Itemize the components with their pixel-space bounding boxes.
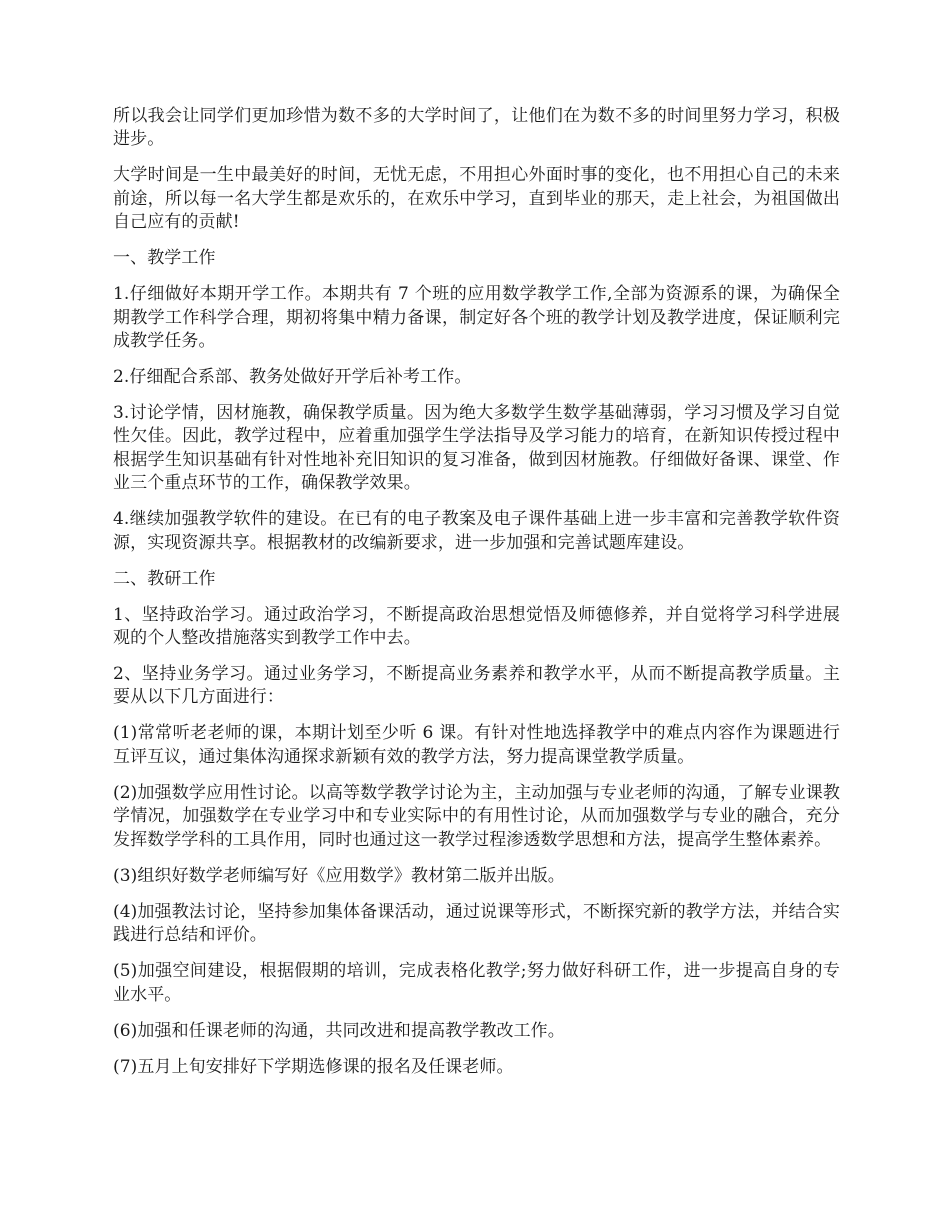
research-subitem-3: (3)组织好数学老师编写好《应用数学》教材第二版并出版。 bbox=[113, 865, 565, 886]
research-subitem-1: (1)常常听老老师的课，本期计划至少听 6 课。有针对性地选择教学中的难点内容作为课题进行互评互议，通过集体沟通探求新颖有效的教学方法，努力提高课堂教学质量。 bbox=[113, 723, 840, 767]
paragraph-cherish-time: 所以我会让同学们更加珍惜为数不多的大学时间了，让他们在为数不多的时间里努力学习，积极进步。 bbox=[113, 106, 840, 150]
research-subitem-7: (7)五月上旬安排好下学期选修课的报名及任课老师。 bbox=[113, 1056, 514, 1077]
teaching-item-4: 4.继续加强教学软件的建设。在已有的电子教案及电子课件基础上进一步丰富和完善教学软件资源，实现资源共享。根据教材的改编新要求，进一步加强和完善试题库建设。 bbox=[113, 509, 840, 553]
research-subitem-5: (5)加强空间建设，根据假期的培训，完成表格化教学;努力做好科研工作，进一步提高自身的专业水平。 bbox=[113, 961, 840, 1005]
research-item-2: 2、坚持业务学习。通过业务学习，不断提高业务素养和教学水平，从而不断提高教学质量。主要从以下几方面进行： bbox=[113, 664, 840, 708]
research-subitem-6: (6)加强和任课老师的沟通，共同改进和提高教学教改工作。 bbox=[113, 1020, 565, 1041]
research-subitem-4: (4)加强教法讨论，坚持参加集体备课活动，通过说课等形式，不断探究新的教学方法，并结合实践进行总结和评价。 bbox=[113, 901, 840, 946]
document-page bbox=[113, 105, 840, 1092]
section-heading-teaching: 一、教学工作 bbox=[113, 248, 216, 269]
paragraph-university-life: 大学时间是一生中最美好的时间，无忧无虑，不用担心外面时事的变化，也不用担心自己的未来前途，所以每一名大学生都是欢乐的，在欢乐中学习，直到毕业的那天，走上社会，为祖国做出自己应有的贡献! bbox=[113, 165, 840, 233]
teaching-item-2: 2.仔细配合系部、教务处做好开学后补考工作。 bbox=[113, 367, 472, 388]
teaching-item-1: 1.仔细做好本期开学工作。本期共有 7 个班的应用数学教学工作,全部为资源系的课，为确保全期教学工作科学合理，期初将集中精力备课，制定好各个班的教学计划及教学进度，保证顺利完成教学任务。 bbox=[113, 284, 840, 352]
section-heading-research: 二、教研工作 bbox=[113, 568, 216, 589]
research-item-1: 1、坚持政治学习。通过政治学习，不断提高政治思想觉悟及师德修养，并自觉将学习科学进展观的个人整改措施落实到教学工作中去。 bbox=[113, 604, 840, 649]
teaching-item-3: 3.讨论学情，因材施教，确保教学质量。因为绝大多数学生数学基础薄弱，学习习惯及学习自觉性欠佳。因此，教学过程中，应着重加强学生学法指导及学习能力的培育，在新知识传授过程中根据学生知识基础有针对性地补充旧知识的复习准备，做到因材施教。仔细做好备课、课堂、作业三个重点环节的工作，确保教学效果。 bbox=[113, 403, 840, 494]
research-subitem-2: (2)加强数学应用性讨论。以高等数学教学讨论为主，主动加强与专业老师的沟通，了解专业课教学情况，加强数学在专业学习中和专业实际中的有用性讨论，从而加强数学与专业的融合，充分发挥数学学科的工具作用，同时也通过这一教学过程渗透数学思想和方法，提高学生整体素养。 bbox=[113, 782, 840, 850]
